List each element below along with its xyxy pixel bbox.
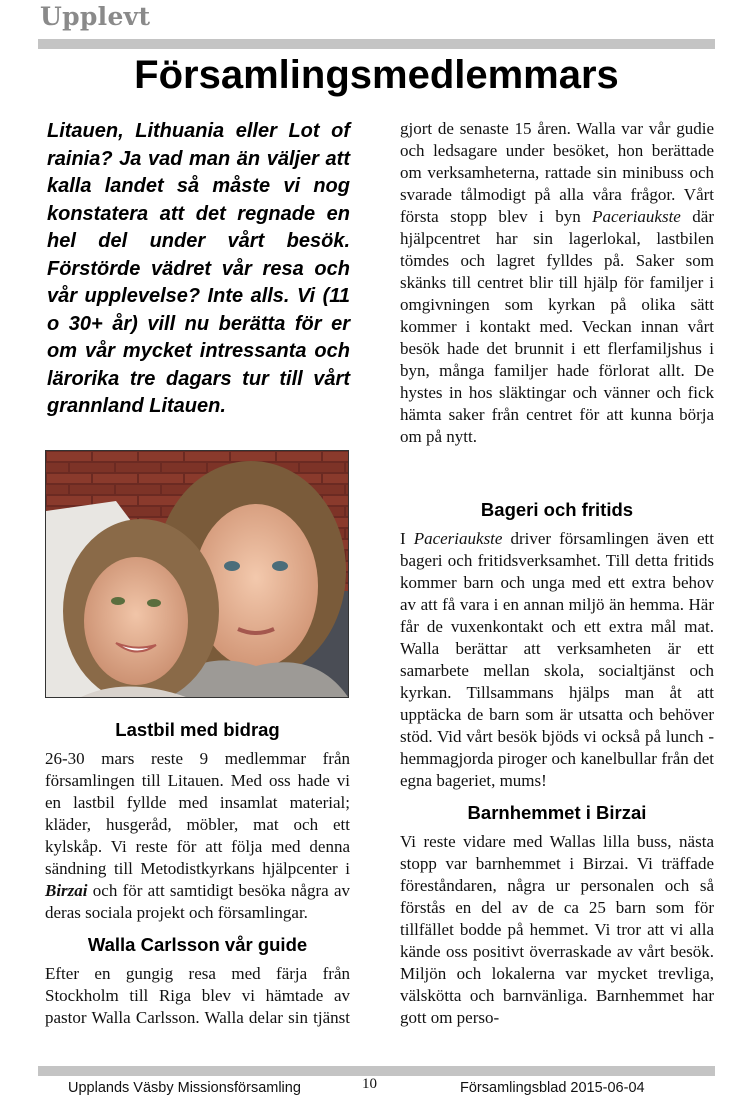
- heading-walla: Walla Carlsson vår guide: [87, 934, 308, 955]
- text-barnhemmet: Vi reste vidare med Wallas lilla buss, nästa stopp var barnhemmet i Birzai. Vi träffade föreståndaren, några ur personalen och så förstås en del av de ca 25 barn som för tillfället bodde på hemmet. Vi tror att vi alla kände oss positivt överraskade av vårt besök. Miljön och lokalerna var mycket trevliga, välskötta och barnvänliga. Barnhemmet har gott om perso-: [400, 832, 714, 1027]
- text-lastbil-part1: 26-30 mars reste 9 medlemmar från församlingen till Litauen. Med oss hade vi en lastbil fyllde med insamlat material; kläder, husgeråd, möbler, mat och ett kylskåp. Vi reste för att följa med denna sändning till Metodistkyrkans hjälpcenter i: [45, 749, 350, 878]
- place-paceriaukste-2: Paceriaukste: [413, 529, 503, 548]
- text-bageri-part1: I: [400, 529, 414, 548]
- heading-bageri: Bageri och fritids: [480, 499, 634, 520]
- footer-organization: Upplands Väsby Missionsförsamling: [68, 1080, 301, 1096]
- section-label: Upplevt: [40, 2, 151, 31]
- text-lastbil: [45, 748, 350, 924]
- article-lead: Litauen, Lithuania eller Lot of rainia? Ja vad man än väljer att kalla landet så måste vi nog konstatera att det regnade en hel del under vårt besök. Förstörde vädret vår resa och vår upplevelse? Inte alls. Vi (11 o 30+ år) vill nu berätta för er om vår mycket intressanta och lärorika tre dagars tur till vårt grannland Litauen.: [47, 120, 350, 417]
- bottom-divider: [38, 1066, 715, 1076]
- article-photo: [45, 450, 349, 698]
- footer-publication-date: Församlingsblad 2015-06-04: [460, 1080, 645, 1096]
- text-walla-part1: Efter en gungig resa med färja från Stockholm till Riga blev vi hämtade av pastor Walla Carlsson. Walla delar sin tjänst: [45, 964, 350, 1027]
- walla-flow-part1: gjort de senaste 15 åren. Walla var vår gudie och ledsagare under besöket, hon berättade om verksamheterna, rattade sin minibuss och svarade tålmodigt på alla våra frågor. Vårt första stopp blev i byn: [400, 119, 714, 226]
- heading-lastbil: Lastbil med bidrag: [115, 719, 280, 740]
- right-lower-column: [400, 498, 714, 1029]
- top-divider: [38, 39, 715, 49]
- place-birzai: Birzai: [45, 881, 88, 900]
- footer-page-number: 10: [362, 1076, 377, 1092]
- heading-barnhemmet: Barnhemmet i Birzai: [467, 802, 647, 823]
- walla-flow-text: [400, 118, 714, 448]
- article-headline: Församlingsmedlemmars: [134, 53, 619, 97]
- text-bageri: [400, 528, 714, 792]
- walla-flow-place: Paceriaukste: [592, 207, 681, 226]
- walla-flow-part2: där hjälpcentret har sin lagerlokal, lastbilen tömdes och lagret fylldes på. Saker som skänks till centret blir till hjälp för familjer i omgivningen som kyrkan på olika sätt kommer i kontakt med. Veckan innan vårt besök hade det brunnit i ett flerfamiljshus i byn, många familjer hade förlorat allt. De hystes in hos släktingar och vänner och fick hämta saker från centret för att kunna börja om på nytt.: [400, 207, 714, 446]
- text-bageri-part2: driver församlingen även ett bageri och fritidsverksamhet. Till detta fritids kommer barn och unga med ett extra behov av att få vara i en annan miljö än hemma. Här får de vuxenkontakt och ett extra mål mat. Walla berättar att verksamheten är ett samarbete mellan skola, socialtjänst och kyrkan. Tillsammans hjälps man åt att upptäcka de barn som är utsatta och behöver stöd. Vid vårt besök bjöds vi också på lunch - hemmagjorda piroger och kanelbullar från det egna bageriet, mums!: [400, 529, 714, 790]
- left-column: [45, 118, 350, 421]
- text-lastbil-part2: och för att samtidigt besöka några av deras sociala projekt och församlingar.: [45, 881, 350, 922]
- walla-continuation-frame: [400, 118, 714, 494]
- left-lower-column: [45, 718, 350, 1029]
